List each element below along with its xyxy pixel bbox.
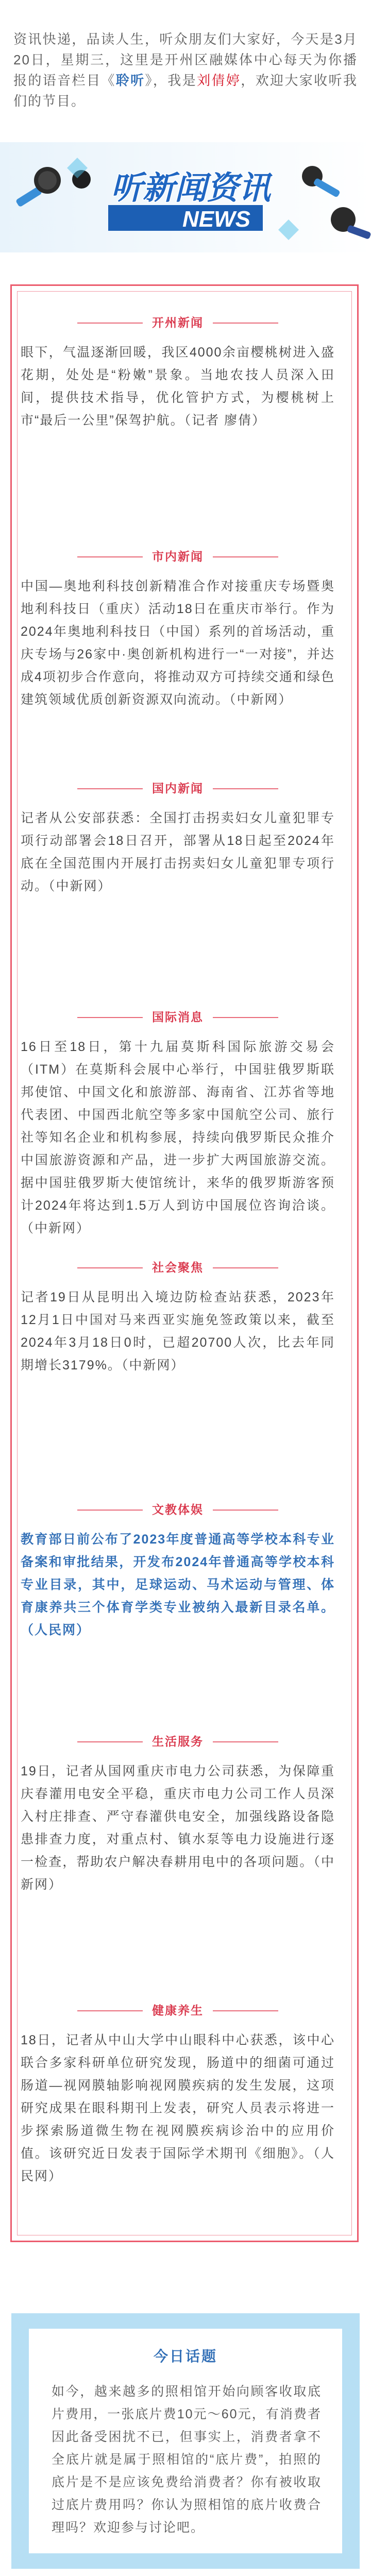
section-label: 文教体娱 xyxy=(143,1500,213,1517)
section-label: 国内新闻 xyxy=(143,779,213,796)
news-section xyxy=(21,539,335,711)
intro-text-2: 》，我是 xyxy=(145,73,197,88)
banner-title: 听新闻资讯 xyxy=(110,171,271,206)
column-name: 聆听 xyxy=(115,73,145,88)
section-header xyxy=(21,1492,335,1528)
section-body: 记者19日从昆明出入境边防检查站获悉，2023年12月1日中国对马来西亚实施免签政策以来，截至2024年3月18日0时，已超20700人次，比去年同期增长3179%。（中新网） xyxy=(21,1290,335,1372)
banner-subtitle: NEWS xyxy=(182,207,250,232)
news-section xyxy=(21,771,335,897)
section-header xyxy=(21,1724,335,1760)
section-label: 开州新闻 xyxy=(143,313,213,330)
news-section xyxy=(21,1993,335,2188)
host-name: 刘倩婷 xyxy=(197,73,241,88)
section-header xyxy=(21,305,335,341)
today-topic-title: 今日话题 xyxy=(153,2348,217,2364)
section-body: 18日，记者从中山大学中山眼科中心获悉，该中心联合多家科研单位研究发现，肠道中的细菌可通过肠道—视网膜轴影响视网膜疾病的发生发展，这项研究成果在眼科期刊上发表，研究人员表示将进一步探索肠道微生物在视网膜疾病诊治中的应用价值。该研究近日发表于国际学术期刊《细胞》。（人民网） xyxy=(21,2033,335,2183)
section-header xyxy=(21,771,335,807)
section-header xyxy=(21,539,335,575)
section-header xyxy=(21,1993,335,2029)
section-body: 记者从公安部获悉：全国打击拐卖妇女儿童犯罪专项行动部署会18日召开，部署从18日起至2024年底在全国范围内开展打击拐卖妇女儿童犯罪专项行动。（中新网） xyxy=(21,811,335,893)
section-label: 健康养生 xyxy=(143,2001,213,2018)
news-section xyxy=(21,305,335,432)
section-header xyxy=(21,999,335,1036)
today-topic-body: 如今，越来越多的照相馆开始向顾客收取底片费用，一张底片费10元～60元，有消费者因此备受困扰不已，但事实上，消费者拿不全底片就是属于照相馆的“底片费”，拍照的底片是不是应该免费给消费者？你有被收取过底片费用吗？你认为照相馆的底片收费合理吗？欢迎参与讨论吧。 xyxy=(52,2384,322,2535)
intro-text-3: ，欢迎大家收听我们的节目。 xyxy=(13,73,358,109)
section-body: 教育部日前公布了2023年度普通高等学校本科专业备案和审批结果，开发布2024年普通高等学校本科专业目录，其中，足球运动、马术运动与管理、体育康养共三个体育学类专业被纳入最新目录名单。（人民网） xyxy=(21,1532,335,1637)
news-section xyxy=(21,999,335,1240)
section-body: 16日至18日，第十九届莫斯科国际旅游交易会（ITM）在莫斯科会展中心举行，中国驻俄罗斯联邦使馆、中国文化和旅游部、海南省、江苏省等地代表团、中国西北航空等多家中国航空公司、旅行社等知名企业和机构参展，持续向俄罗斯民众推介中国旅游资源和产品，进一步扩大两国旅游交流。据中国驻俄罗斯大使馆统计，来华的俄罗斯游客预计2024年将达到1.5万人到访中国展位咨询洽谈。（中新网） xyxy=(21,1040,335,1235)
section-label: 国际消息 xyxy=(143,1008,213,1025)
section-label: 市内新闻 xyxy=(143,547,213,564)
intro-text: 资讯快递，品读人生，听众朋友们大家好，今天是3月20日，星期三，这里是开州区融媒体中心每天为你播报的语音栏目《 xyxy=(13,31,358,88)
today-topic-card xyxy=(29,2329,342,2553)
section-body: 中国—奥地利科技创新精准合作对接重庆专场暨奥地利科技日（重庆）活动18日在重庆市举行。作为2024年奥地利科技日（中国）系列的首场活动，重庆专场与26家中·奥创新机构进行一“一对接”，并达成4项初步合作意向，将推动双方可持续交通和绿色建筑领域优质创新资源双向流动。（中新网） xyxy=(21,579,335,707)
section-body: 眼下，气温逐渐回暖，我区4000余亩樱桃树进入盛花期，处处是“粉嫩”景象。当地农技人员深入田间，提供技术指导，优化管护方式，为樱桃树上市“最后一公里”保驾护航。（记者 廖倩） xyxy=(21,345,335,428)
section-label: 社会聚焦 xyxy=(143,1258,213,1275)
section-body: 19日，记者从国网重庆市电力公司获悉，为保障重庆春灌用电安全平稳，重庆市电力公司工作人员深入村庄排查、严守春灌供电安全，加强线路设备隐患排查力度，对重点村、镇水泵等电力设施进行逐一检查，帮助农户解决春耕用电中的各项问题。（中新网） xyxy=(21,1764,335,1892)
news-banner xyxy=(0,142,371,252)
intro-paragraph xyxy=(13,29,358,111)
section-label: 生活服务 xyxy=(143,1732,213,1749)
section-header xyxy=(21,1250,335,1286)
news-section xyxy=(21,1492,335,1641)
news-section xyxy=(21,1724,335,1896)
today-topic xyxy=(11,2313,360,2569)
news-section xyxy=(21,1250,335,1377)
